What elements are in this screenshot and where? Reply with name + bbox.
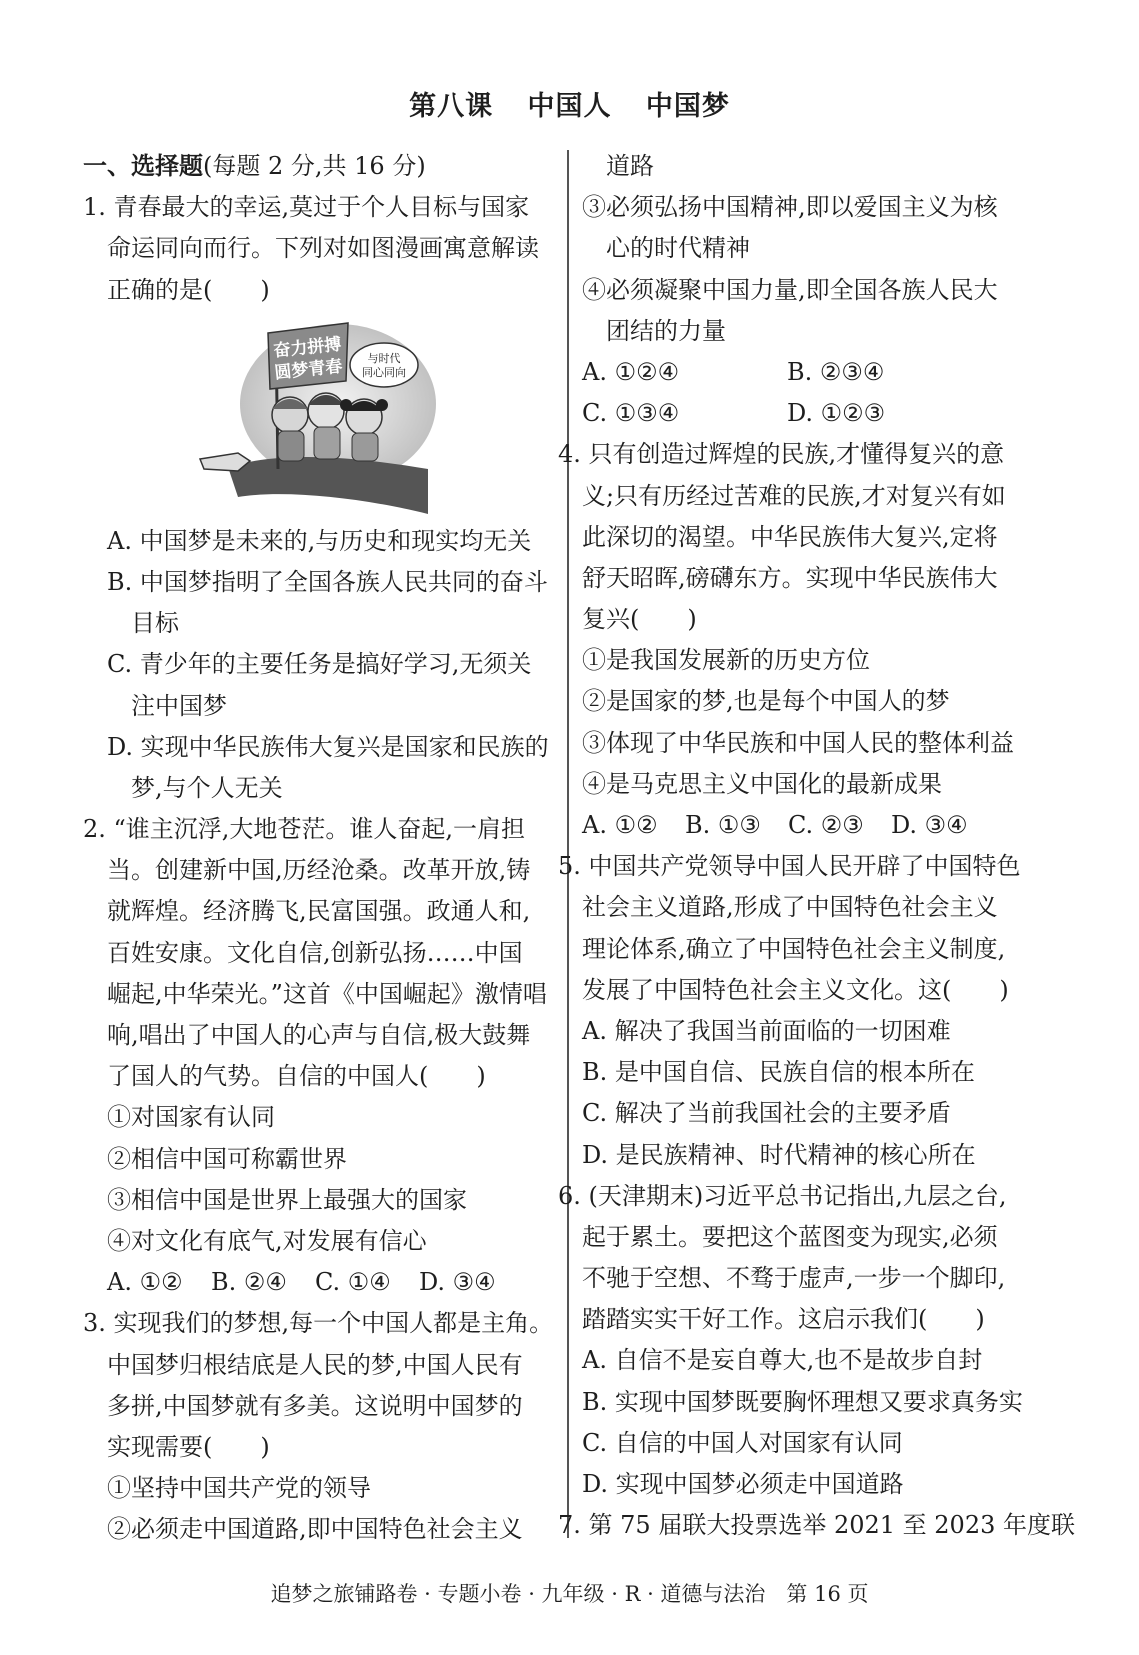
left-column — [83, 146, 555, 1550]
q5-line: 发展了中国特色社会主义文化。这( ) — [582, 975, 1009, 1004]
bubble-text-2: 同心同向 — [362, 365, 406, 379]
q1-line: 1. 青春最大的幸运,莫过于个人目标与国家 — [83, 193, 530, 222]
q6-line: 起于累土。要把这个蓝图变为现实,必须 — [582, 1222, 998, 1251]
q6-option-b: B. 实现中国梦既要胸怀理想又要求真务实 — [582, 1387, 1023, 1416]
q3-line: 实现需要( ) — [107, 1432, 270, 1461]
speech-bubble — [350, 343, 418, 387]
q6-line: 6. (天津期末)习近平总书记指出,九层之台, — [558, 1181, 1007, 1210]
q2-item: ④对文化有底气,对发展有信心 — [107, 1226, 427, 1255]
q4-option-a: A. ①② — [582, 811, 658, 839]
q3-options-row-2 — [582, 393, 1062, 434]
q3-item: ④必须凝聚中国力量,即全国各族人民大 — [582, 275, 998, 304]
q4-option-b: B. ①③ — [685, 811, 761, 839]
q6-line: 不驰于空想、不骛于虚声,一步一个脚印, — [582, 1264, 1006, 1293]
q2-option-d: D. ③④ — [419, 1268, 496, 1297]
q2-line: 百姓安康。文化自信,创新弘扬……中国 — [107, 938, 523, 967]
q2-line: 当。创建新中国,历经沧桑。改革开放,铸 — [107, 856, 531, 885]
question-4 — [558, 434, 1075, 1546]
q4-option-c: C. ②③ — [788, 811, 864, 839]
bubble-text-1: 与时代 — [367, 351, 401, 365]
q4-option-d: D. ③④ — [891, 811, 968, 839]
q5-line: 5. 中国共产党领导中国人民开辟了中国特色 — [558, 852, 1021, 881]
q6-option-d: D. 实现中国梦必须走中国道路 — [582, 1470, 904, 1498]
question-2 — [83, 809, 555, 1303]
q1-option-b: B. 中国梦指明了全国各族人民共同的奋斗 — [107, 567, 548, 596]
q2-line: 崛起,中华荣光。”这首《中国崛起》激情唱 — [107, 979, 547, 1008]
q1-option-c: C. 青少年的主要任务是搞好学习,无须关 — [107, 650, 532, 679]
q2-item: ①对国家有认同 — [107, 1103, 275, 1132]
q4-item: ②是国家的梦,也是每个中国人的梦 — [582, 687, 950, 716]
q5-line: 社会主义道路,形成了中国特色社会主义 — [582, 893, 998, 922]
q3-line: 多拼,中国梦就有多美。这说明中国梦的 — [107, 1391, 523, 1420]
q2-item: ③相信中国是世界上最强大的国家 — [107, 1185, 467, 1214]
lesson-topic-1: 中国人 — [527, 91, 612, 122]
q1-line: 正确的是( ) — [107, 275, 270, 304]
q5-option-a: A. 解决了我国当前面临的一切困难 — [582, 1016, 951, 1045]
q5-line: 理论体系,确立了中国特色社会主义制度, — [582, 934, 1006, 963]
question-3 — [83, 1303, 555, 1550]
q3-item: ③必须弘扬中国精神,即以爱国主义为核 — [582, 193, 998, 222]
q5-option-d: D. 是民族精神、时代精神的核心所在 — [582, 1140, 976, 1169]
q1-option-a: A. 中国梦是未来的,与历史和现实均无关 — [107, 526, 532, 555]
q2-line: 就辉煌。经济腾飞,民富国强。政通人和, — [107, 897, 531, 926]
q1-option-d-cont: 梦,与个人无关 — [131, 773, 283, 802]
flag-text-1: 奋力拼搏 — [272, 334, 343, 362]
q4-item: ④是马克思主义中国化的最新成果 — [582, 769, 942, 798]
flag-text-2: 圆梦青春 — [273, 356, 344, 384]
q3-item-cont: 道路 — [606, 152, 654, 180]
q3-option-c: C. ①③④ — [582, 399, 680, 428]
q2-line: 2. “谁主沉浮,大地苍茫。谁人奋起,一肩担 — [83, 815, 526, 844]
q3-item: ①坚持中国共产党的领导 — [107, 1474, 371, 1503]
q3-line: 中国梦归根结底是人民的梦,中国人民有 — [107, 1350, 523, 1379]
children-figures — [272, 393, 388, 461]
q3-options-row-1 — [582, 352, 1062, 393]
section-heading: 一、选择题(每题 2 分,共 16 分) — [83, 152, 426, 180]
lesson-number: 第八课 — [409, 91, 494, 122]
q2-line: 了国人的气势。自信的中国人( ) — [107, 1062, 486, 1091]
q4-item: ①是我国发展新的历史方位 — [582, 646, 870, 675]
q4-line: 复兴( ) — [582, 605, 697, 634]
page-footer: 追梦之旅铺路卷 · 专题小卷 · 九年级 · R · 道德与法治 第 16 页 — [270, 1582, 869, 1606]
q1-option-d: D. 实现中华民族伟大复兴是国家和民族的 — [107, 732, 549, 761]
q1-cartoon — [83, 311, 555, 521]
q3-option-a: A. ①②④ — [582, 357, 680, 386]
q1-line: 命运同向而行。下列对如图漫画寓意解读 — [107, 234, 539, 263]
q2-item: ②相信中国可称霸世界 — [107, 1144, 347, 1173]
q3-line: 3. 实现我们的梦想,每一个中国人都是主角。 — [83, 1309, 554, 1338]
q4-options — [558, 805, 1062, 846]
cartoon-illustration — [198, 319, 443, 514]
q2-option-a: A. ①② — [107, 1268, 183, 1297]
q3-option-d: D. ①②③ — [787, 399, 886, 428]
q5-option-b: B. 是中国自信、民族自信的根本所在 — [582, 1058, 975, 1087]
q2-options — [83, 1262, 555, 1303]
question-1 — [83, 187, 555, 809]
q6-line: 踏踏实实干好工作。这启示我们( ) — [582, 1305, 985, 1334]
q4-line: 此深切的渴望。中华民族伟大复兴,定将 — [582, 522, 998, 551]
q2-line: 响,唱出了中国人的心声与自信,极大鼓舞 — [107, 1021, 531, 1049]
q4-line: 义;只有历经过苦难的民族,才对复兴有如 — [582, 481, 1006, 510]
q4-item: ③体现了中华民族和中国人民的整体利益 — [582, 728, 1014, 757]
q4-line: 舒天昭晖,磅礴东方。实现中华民族伟大 — [582, 563, 998, 592]
q3-item-cont: 心的时代精神 — [606, 234, 750, 263]
ribbon-road — [228, 457, 428, 514]
q4-line: 4. 只有创造过辉煌的民族,才懂得复兴的意 — [558, 440, 1005, 469]
q2-option-b: B. ②④ — [211, 1268, 287, 1297]
q3-option-b: B. ②③④ — [787, 357, 885, 386]
right-column — [558, 146, 1075, 1546]
q1-option-b-cont: 目标 — [131, 609, 179, 638]
lesson-topic-2: 中国梦 — [645, 91, 730, 122]
q2-option-c: C. ①④ — [315, 1268, 391, 1297]
q6-option-c: C. 自信的中国人对国家有认同 — [582, 1428, 903, 1457]
q3-item-cont: 团结的力量 — [606, 316, 726, 345]
q3-item: ②必须走中国道路,即中国特色社会主义 — [107, 1515, 523, 1544]
q6-option-a: A. 自信不是妄自尊大,也不是故步自封 — [582, 1346, 983, 1375]
q7-line: 7. 第 75 届联大投票选举 2021 至 2023 年度联 — [558, 1511, 1075, 1540]
page-title — [0, 84, 1139, 123]
q1-option-c-cont: 注中国梦 — [131, 691, 227, 720]
q5-option-c: C. 解决了当前我国社会的主要矛盾 — [582, 1099, 951, 1128]
